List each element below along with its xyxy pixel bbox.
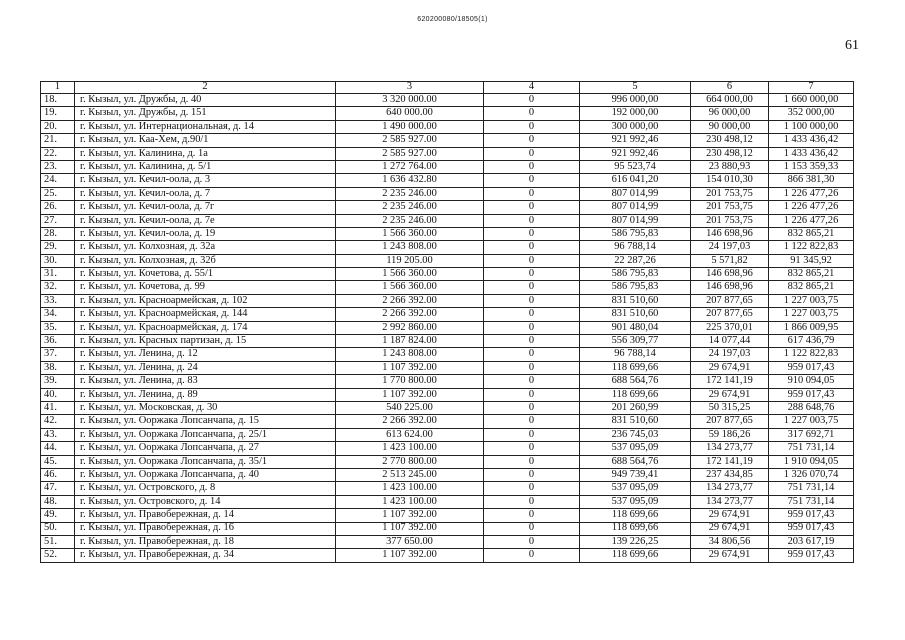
row-number: 46.	[41, 468, 75, 481]
amount-col7-cell: 91 345,92	[769, 254, 854, 267]
table-row	[41, 549, 854, 562]
amount-col6-cell: 134 273,77	[691, 495, 769, 508]
amount-col7-cell: 1 227 003,75	[769, 308, 854, 321]
amount-col6-cell: 172 141,19	[691, 375, 769, 388]
amount-col3-cell: 1 107 392.00	[336, 509, 484, 522]
table-row	[41, 254, 854, 267]
row-number: 21.	[41, 134, 75, 147]
column-header-6: 6	[691, 82, 769, 94]
row-number: 43.	[41, 428, 75, 441]
address-cell: г. Кызыл, ул. Ооржака Лопсанчапа, д. 15	[75, 415, 336, 428]
amount-col3-cell: 2 585 927.00	[336, 147, 484, 160]
amount-col4-cell: 0	[484, 107, 580, 120]
amount-col5-cell: 921 992,46	[580, 147, 691, 160]
row-number: 37.	[41, 348, 75, 361]
amount-col3-cell: 1 107 392.00	[336, 361, 484, 374]
address-cell: г. Кызыл, ул. Красноармейская, д. 102	[75, 294, 336, 307]
table-row	[41, 294, 854, 307]
address-cell: г. Кызыл, ул. Ооржака Лопсанчапа, д. 35/1	[75, 455, 336, 468]
amount-col6-cell: 14 077,44	[691, 335, 769, 348]
amount-col4-cell: 0	[484, 308, 580, 321]
amount-col4-cell: 0	[484, 201, 580, 214]
row-number: 41.	[41, 401, 75, 414]
address-cell: г. Кызыл, ул. Ооржака Лопсанчапа, д. 25/1	[75, 428, 336, 441]
address-cell: г. Кызыл, ул. Дружбы, д. 151	[75, 107, 336, 120]
table-row	[41, 415, 854, 428]
budget-table	[40, 81, 854, 563]
row-number: 19.	[41, 107, 75, 120]
amount-col4-cell: 0	[484, 187, 580, 200]
amount-col5-cell: 901 480,04	[580, 321, 691, 334]
amount-col3-cell: 2 235 246.00	[336, 187, 484, 200]
amount-col5-cell: 118 699,66	[580, 522, 691, 535]
amount-col3-cell: 2 235 246.00	[336, 201, 484, 214]
amount-col4-cell: 0	[484, 321, 580, 334]
amount-col4-cell: 0	[484, 549, 580, 562]
address-cell: г. Кызыл, ул. Кечил-оола, д. 7	[75, 187, 336, 200]
row-number: 47.	[41, 482, 75, 495]
amount-col5-cell: 807 014,99	[580, 201, 691, 214]
amount-col6-cell: 29 674,91	[691, 522, 769, 535]
amount-col6-cell: 230 498,12	[691, 134, 769, 147]
table-row	[41, 241, 854, 254]
amount-col6-cell: 225 370,01	[691, 321, 769, 334]
address-cell: г. Кызыл, ул. Кечил-оола, д. 7е	[75, 214, 336, 227]
amount-col3-cell: 2 770 800.00	[336, 455, 484, 468]
table-row	[41, 335, 854, 348]
table-row	[41, 94, 854, 107]
row-number: 20.	[41, 120, 75, 133]
amount-col5-cell: 22 287,26	[580, 254, 691, 267]
amount-col5-cell: 139 226,25	[580, 535, 691, 548]
table-row	[41, 375, 854, 388]
address-cell: г. Кызыл, ул. Красноармейская, д. 144	[75, 308, 336, 321]
amount-col3-cell: 1 423 100.00	[336, 482, 484, 495]
amount-col5-cell: 556 309,77	[580, 335, 691, 348]
amount-col7-cell: 1 226 477,26	[769, 201, 854, 214]
table-row	[41, 442, 854, 455]
row-number: 44.	[41, 442, 75, 455]
amount-col5-cell: 949 739,41	[580, 468, 691, 481]
address-cell: г. Кызыл, ул. Кочетова, д. 55/1	[75, 268, 336, 281]
address-cell: г. Кызыл, ул. Островского, д. 14	[75, 495, 336, 508]
amount-col4-cell: 0	[484, 241, 580, 254]
table-row	[41, 495, 854, 508]
address-cell: г. Кызыл, ул. Кечил-оола, д. 19	[75, 227, 336, 240]
amount-col6-cell: 29 674,91	[691, 361, 769, 374]
amount-col3-cell: 2 235 246.00	[336, 214, 484, 227]
row-number: 45.	[41, 455, 75, 468]
amount-col4-cell: 0	[484, 428, 580, 441]
amount-col3-cell: 119 205.00	[336, 254, 484, 267]
amount-col5-cell: 537 095,09	[580, 482, 691, 495]
amount-col5-cell: 95 523,74	[580, 160, 691, 173]
amount-col4-cell: 0	[484, 415, 580, 428]
address-cell: г. Кызыл, ул. Ленина, д. 83	[75, 375, 336, 388]
amount-col7-cell: 203 617,19	[769, 535, 854, 548]
amount-col6-cell: 146 698,96	[691, 281, 769, 294]
row-number: 27.	[41, 214, 75, 227]
amount-col7-cell: 1 100 000,00	[769, 120, 854, 133]
amount-col6-cell: 34 806,56	[691, 535, 769, 548]
amount-col4-cell: 0	[484, 535, 580, 548]
amount-col6-cell: 207 877,65	[691, 294, 769, 307]
column-header-2: 2	[75, 82, 336, 94]
document-id: 620200080/18505(1)	[417, 16, 488, 23]
amount-col5-cell: 118 699,66	[580, 361, 691, 374]
row-number: 31.	[41, 268, 75, 281]
amount-col4-cell: 0	[484, 375, 580, 388]
row-number: 40.	[41, 388, 75, 401]
row-number: 18.	[41, 94, 75, 107]
amount-col3-cell: 613 624.00	[336, 428, 484, 441]
amount-col7-cell: 1 227 003,75	[769, 415, 854, 428]
table-row	[41, 401, 854, 414]
amount-col6-cell: 146 698,96	[691, 227, 769, 240]
amount-col5-cell: 537 095,09	[580, 442, 691, 455]
amount-col6-cell: 5 571,82	[691, 254, 769, 267]
amount-col4-cell: 0	[484, 254, 580, 267]
amount-col5-cell: 831 510,60	[580, 308, 691, 321]
amount-col3-cell: 640 000.00	[336, 107, 484, 120]
amount-col4-cell: 0	[484, 401, 580, 414]
amount-col4-cell: 0	[484, 268, 580, 281]
amount-col7-cell: 317 692,71	[769, 428, 854, 441]
table-row	[41, 321, 854, 334]
amount-col5-cell: 807 014,99	[580, 187, 691, 200]
address-cell: г. Кызыл, ул. Правобережная, д. 34	[75, 549, 336, 562]
amount-col3-cell: 540 225.00	[336, 401, 484, 414]
row-number: 39.	[41, 375, 75, 388]
address-cell: г. Кызыл, ул. Калинина, д. 1а	[75, 147, 336, 160]
amount-col5-cell: 96 788,14	[580, 348, 691, 361]
amount-col3-cell: 1 423 100.00	[336, 442, 484, 455]
amount-col7-cell: 832 865,21	[769, 268, 854, 281]
amount-col5-cell: 201 260,99	[580, 401, 691, 414]
row-number: 38.	[41, 361, 75, 374]
table-row	[41, 308, 854, 321]
amount-col6-cell: 96 000,00	[691, 107, 769, 120]
amount-col7-cell: 751 731,14	[769, 442, 854, 455]
address-cell: г. Кызыл, ул. Колхозная, д. 32а	[75, 241, 336, 254]
table-row	[41, 482, 854, 495]
table-body	[41, 94, 854, 563]
address-cell: г. Кызыл, ул. Кечил-оола, д. 3	[75, 174, 336, 187]
amount-col7-cell: 959 017,43	[769, 522, 854, 535]
amount-col5-cell: 96 788,14	[580, 241, 691, 254]
amount-col6-cell: 23 880,93	[691, 160, 769, 173]
amount-col6-cell: 207 877,65	[691, 415, 769, 428]
row-number: 32.	[41, 281, 75, 294]
address-cell: г. Кызыл, ул. Ленина, д. 89	[75, 388, 336, 401]
amount-col5-cell: 300 000,00	[580, 120, 691, 133]
amount-col7-cell: 1 226 477,26	[769, 187, 854, 200]
column-header-5: 5	[580, 82, 691, 94]
amount-col7-cell: 1 153 359,33	[769, 160, 854, 173]
address-cell: г. Кызыл, ул. Красных партизан, д. 15	[75, 335, 336, 348]
amount-col4-cell: 0	[484, 227, 580, 240]
row-number: 50.	[41, 522, 75, 535]
table-row	[41, 268, 854, 281]
amount-col3-cell: 1 566 360.00	[336, 227, 484, 240]
amount-col7-cell: 866 381,30	[769, 174, 854, 187]
row-number: 26.	[41, 201, 75, 214]
amount-col5-cell: 688 564,76	[580, 455, 691, 468]
column-header-3: 3	[336, 82, 484, 94]
amount-col7-cell: 352 000,00	[769, 107, 854, 120]
amount-col7-cell: 832 865,21	[769, 281, 854, 294]
address-cell: г. Кызыл, ул. Правобережная, д. 16	[75, 522, 336, 535]
table-row	[41, 187, 854, 200]
amount-col7-cell: 959 017,43	[769, 509, 854, 522]
amount-col5-cell: 586 795,83	[580, 227, 691, 240]
amount-col3-cell: 2 266 392.00	[336, 294, 484, 307]
amount-col6-cell: 201 753,75	[691, 201, 769, 214]
row-number: 34.	[41, 308, 75, 321]
row-number: 33.	[41, 294, 75, 307]
amount-col3-cell: 2 266 392.00	[336, 308, 484, 321]
amount-col6-cell: 24 197,03	[691, 348, 769, 361]
amount-col4-cell: 0	[484, 495, 580, 508]
address-cell: г. Кызыл, ул. Кочетова, д. 99	[75, 281, 336, 294]
amount-col5-cell: 236 745,03	[580, 428, 691, 441]
amount-col4-cell: 0	[484, 388, 580, 401]
column-header-4: 4	[484, 82, 580, 94]
table-row	[41, 509, 854, 522]
amount-col5-cell: 118 699,66	[580, 388, 691, 401]
amount-col4-cell: 0	[484, 147, 580, 160]
table-row	[41, 120, 854, 133]
amount-col7-cell: 1 910 094,05	[769, 455, 854, 468]
amount-col3-cell: 2 266 392.00	[336, 415, 484, 428]
amount-col6-cell: 90 000,00	[691, 120, 769, 133]
amount-col6-cell: 59 186,26	[691, 428, 769, 441]
amount-col7-cell: 1 433 436,42	[769, 147, 854, 160]
row-number: 29.	[41, 241, 75, 254]
amount-col7-cell: 288 648,76	[769, 401, 854, 414]
amount-col6-cell: 29 674,91	[691, 509, 769, 522]
address-cell: г. Кызыл, ул. Ооржака Лопсанчапа, д. 40	[75, 468, 336, 481]
amount-col6-cell: 146 698,96	[691, 268, 769, 281]
amount-col4-cell: 0	[484, 294, 580, 307]
amount-col6-cell: 207 877,65	[691, 308, 769, 321]
table-row	[41, 134, 854, 147]
amount-col5-cell: 586 795,83	[580, 281, 691, 294]
amount-col6-cell: 201 753,75	[691, 214, 769, 227]
amount-col7-cell: 1 866 009,95	[769, 321, 854, 334]
amount-col7-cell: 1 122 822,83	[769, 241, 854, 254]
amount-col5-cell: 616 041,20	[580, 174, 691, 187]
table-row	[41, 147, 854, 160]
address-cell: г. Кызыл, ул. Московская, д. 30	[75, 401, 336, 414]
table-row	[41, 428, 854, 441]
amount-col4-cell: 0	[484, 160, 580, 173]
address-cell: г. Кызыл, ул. Островского, д. 8	[75, 482, 336, 495]
amount-col6-cell: 201 753,75	[691, 187, 769, 200]
row-number: 52.	[41, 549, 75, 562]
amount-col6-cell: 230 498,12	[691, 147, 769, 160]
table-row	[41, 388, 854, 401]
row-number: 22.	[41, 147, 75, 160]
amount-col3-cell: 1 243 808.00	[336, 348, 484, 361]
table-row	[41, 214, 854, 227]
amount-col6-cell: 29 674,91	[691, 549, 769, 562]
amount-col3-cell: 1 423 100.00	[336, 495, 484, 508]
table-row	[41, 522, 854, 535]
amount-col3-cell: 2 513 245.00	[336, 468, 484, 481]
table-row	[41, 348, 854, 361]
column-header-7: 7	[769, 82, 854, 94]
address-cell: г. Кызыл, ул. Дружбы, д. 40	[75, 94, 336, 107]
amount-col4-cell: 0	[484, 94, 580, 107]
amount-col3-cell: 1 636 432.80	[336, 174, 484, 187]
amount-col3-cell: 2 992 860.00	[336, 321, 484, 334]
amount-col7-cell: 959 017,43	[769, 388, 854, 401]
page-number: 61	[845, 38, 859, 53]
amount-col6-cell: 154 010,30	[691, 174, 769, 187]
address-cell: г. Кызыл, ул. Ленина, д. 24	[75, 361, 336, 374]
amount-col7-cell: 910 094,05	[769, 375, 854, 388]
row-number: 48.	[41, 495, 75, 508]
address-cell: г. Кызыл, ул. Правобережная, д. 18	[75, 535, 336, 548]
row-number: 24.	[41, 174, 75, 187]
amount-col6-cell: 24 197,03	[691, 241, 769, 254]
amount-col4-cell: 0	[484, 468, 580, 481]
amount-col6-cell: 50 315,25	[691, 401, 769, 414]
amount-col3-cell: 1 272 764.00	[336, 160, 484, 173]
table-row	[41, 468, 854, 481]
amount-col5-cell: 996 000,00	[580, 94, 691, 107]
amount-col3-cell: 1 107 392.00	[336, 549, 484, 562]
amount-col7-cell: 751 731,14	[769, 495, 854, 508]
amount-col5-cell: 537 095,09	[580, 495, 691, 508]
amount-col4-cell: 0	[484, 455, 580, 468]
row-number: 28.	[41, 227, 75, 240]
row-number: 35.	[41, 321, 75, 334]
amount-col4-cell: 0	[484, 174, 580, 187]
row-number: 30.	[41, 254, 75, 267]
row-number: 23.	[41, 160, 75, 173]
amount-col4-cell: 0	[484, 214, 580, 227]
table-row	[41, 535, 854, 548]
amount-col6-cell: 134 273,77	[691, 482, 769, 495]
amount-col7-cell: 959 017,43	[769, 361, 854, 374]
amount-col4-cell: 0	[484, 509, 580, 522]
row-number: 42.	[41, 415, 75, 428]
amount-col5-cell: 192 000,00	[580, 107, 691, 120]
table-row	[41, 281, 854, 294]
amount-col7-cell: 1 660 000,00	[769, 94, 854, 107]
amount-col7-cell: 1 122 822,83	[769, 348, 854, 361]
amount-col5-cell: 831 510,60	[580, 294, 691, 307]
amount-col4-cell: 0	[484, 361, 580, 374]
amount-col3-cell: 1 243 808.00	[336, 241, 484, 254]
amount-col7-cell: 1 227 003,75	[769, 294, 854, 307]
address-cell: г. Кызыл, ул. Ооржака Лопсанчапа, д. 27	[75, 442, 336, 455]
amount-col4-cell: 0	[484, 482, 580, 495]
amount-col3-cell: 1 187 824.00	[336, 335, 484, 348]
amount-col3-cell: 1 490 000.00	[336, 120, 484, 133]
amount-col6-cell: 664 000,00	[691, 94, 769, 107]
amount-col4-cell: 0	[484, 335, 580, 348]
address-cell: г. Кызыл, ул. Колхозная, д. 32б	[75, 254, 336, 267]
address-cell: г. Кызыл, ул. Каа-Хем, д.90/1	[75, 134, 336, 147]
amount-col5-cell: 807 014,99	[580, 214, 691, 227]
column-header-1: 1	[41, 82, 75, 94]
amount-col7-cell: 1 433 436,42	[769, 134, 854, 147]
address-cell: г. Кызыл, ул. Кечил-оола, д. 7г	[75, 201, 336, 214]
amount-col3-cell: 3 320 000.00	[336, 94, 484, 107]
row-number: 49.	[41, 509, 75, 522]
address-cell: г. Кызыл, ул. Ленина, д. 12	[75, 348, 336, 361]
amount-col5-cell: 586 795,83	[580, 268, 691, 281]
amount-col4-cell: 0	[484, 348, 580, 361]
amount-col7-cell: 1 326 070,74	[769, 468, 854, 481]
amount-col6-cell: 237 434,85	[691, 468, 769, 481]
table-row	[41, 455, 854, 468]
table-row	[41, 160, 854, 173]
table-row	[41, 174, 854, 187]
amount-col4-cell: 0	[484, 120, 580, 133]
row-number: 25.	[41, 187, 75, 200]
amount-col7-cell: 832 865,21	[769, 227, 854, 240]
address-cell: г. Кызыл, ул. Красноармейская, д. 174	[75, 321, 336, 334]
amount-col4-cell: 0	[484, 134, 580, 147]
amount-col5-cell: 831 510,60	[580, 415, 691, 428]
amount-col3-cell: 1 566 360.00	[336, 268, 484, 281]
amount-col7-cell: 751 731,14	[769, 482, 854, 495]
amount-col3-cell: 1 107 392.00	[336, 522, 484, 535]
amount-col4-cell: 0	[484, 442, 580, 455]
amount-col3-cell: 1 566 360.00	[336, 281, 484, 294]
amount-col3-cell: 2 585 927.00	[336, 134, 484, 147]
amount-col4-cell: 0	[484, 281, 580, 294]
amount-col3-cell: 1 107 392.00	[336, 388, 484, 401]
amount-col5-cell: 118 699,66	[580, 549, 691, 562]
amount-col7-cell: 959 017,43	[769, 549, 854, 562]
amount-col6-cell: 134 273,77	[691, 442, 769, 455]
address-cell: г. Кызыл, ул. Калинина, д. 5/1	[75, 160, 336, 173]
row-number: 51.	[41, 535, 75, 548]
amount-col6-cell: 172 141,19	[691, 455, 769, 468]
row-number: 36.	[41, 335, 75, 348]
amount-col7-cell: 617 436,79	[769, 335, 854, 348]
amount-col5-cell: 118 699,66	[580, 509, 691, 522]
amount-col4-cell: 0	[484, 522, 580, 535]
amount-col7-cell: 1 226 477,26	[769, 214, 854, 227]
address-cell: г. Кызыл, ул. Интернациональная, д. 14	[75, 120, 336, 133]
amount-col5-cell: 921 992,46	[580, 134, 691, 147]
table-header-row	[41, 82, 854, 94]
table-row	[41, 227, 854, 240]
amount-col3-cell: 377 650.00	[336, 535, 484, 548]
amount-col5-cell: 688 564,76	[580, 375, 691, 388]
amount-col6-cell: 29 674,91	[691, 388, 769, 401]
table-row	[41, 201, 854, 214]
table-row	[41, 107, 854, 120]
amount-col3-cell: 1 770 800.00	[336, 375, 484, 388]
address-cell: г. Кызыл, ул. Правобережная, д. 14	[75, 509, 336, 522]
table-row	[41, 361, 854, 374]
